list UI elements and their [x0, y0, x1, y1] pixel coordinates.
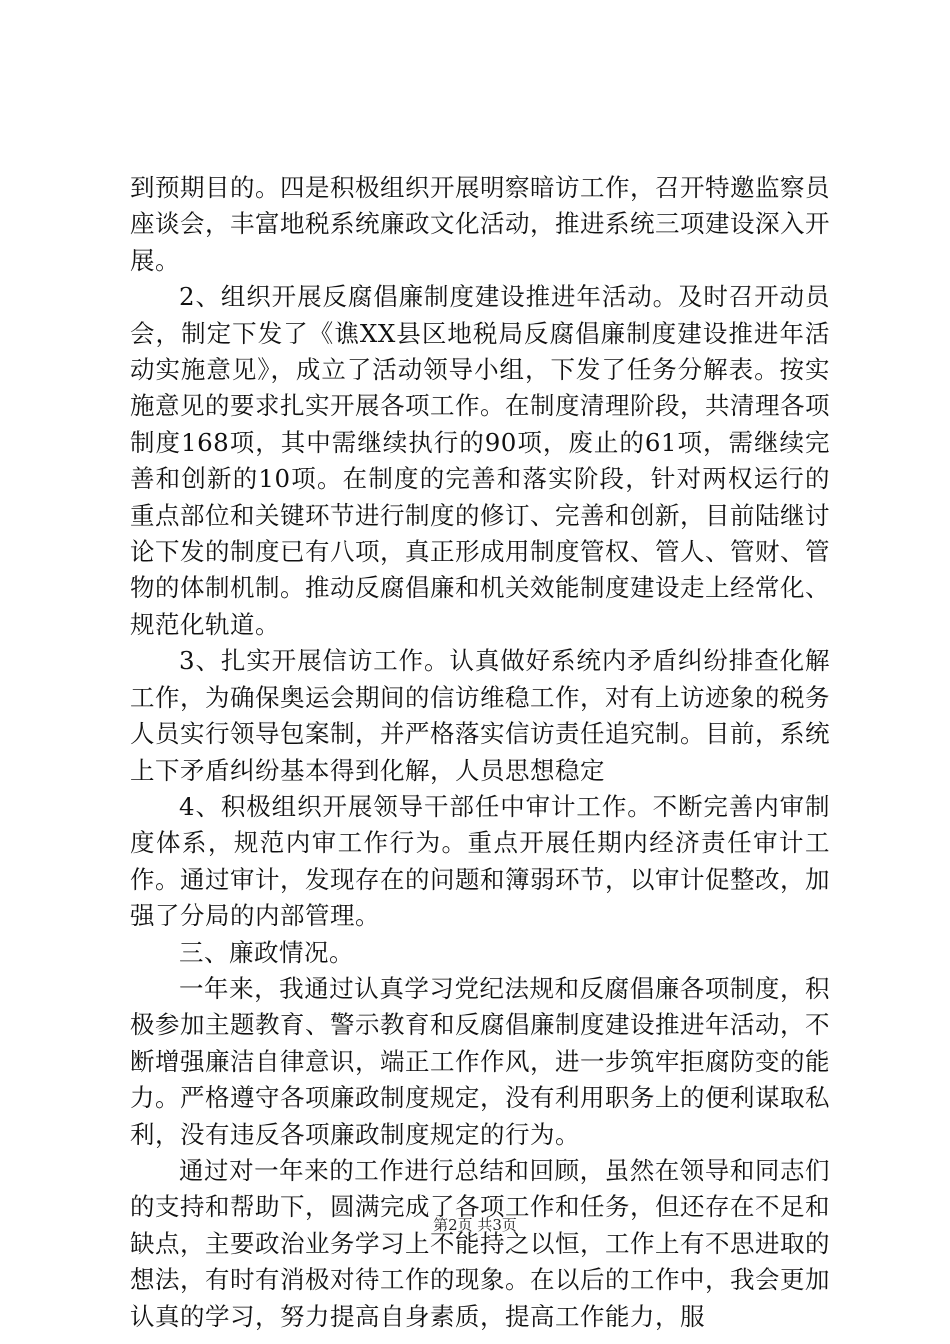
document-body	[130, 170, 830, 1335]
section-heading-integrity: 三、廉政情况。	[179, 937, 354, 967]
page-number-footer: 第2页 共3页	[433, 1216, 517, 1234]
paragraph-item-3: 3、扎实开展信访工作。认真做好系统内矛盾纠纷排查化解工作，为确保奥运会期间的信访维稳工作，对有上访迹象的税务人员实行领导包案制，并严格落实信访责任追究制。目前，系统上下矛盾纠纷基本得到化解，人员思想稳定	[130, 646, 830, 785]
paragraph-item-4: 4、积极组织开展领导干部任中审计工作。不断完善内审制度体系，规范内审工作行为。重点开展任期内经济责任审计工作。通过审计，发现存在的问题和簿弱环节，以审计促整改，加强了分局的内部管理。	[130, 791, 830, 931]
paragraph-continuation: 到预期目的。四是积极组织开展明察暗访工作，召开特邀监察员座谈会，丰富地税系统廉政文化活动，推进系统三项建设深入开展。	[130, 173, 830, 275]
paragraph-item-2: 2、组织开展反腐倡廉制度建设推进年活动。及时召开动员会，制定下发了《谯XX县区地税局反腐倡廉制度建设推进年活动实施意见》，成立了活动领导小组，下发了任务分解表。按实施意见的要求扎实开展各项工作。在制度清理阶段，共清理各项制度168项，其中需继续执行的90项，废止的61项，需继续完善和创新的10项。在制度的完善和落实阶段，针对两权运行的重点部位和关键环节进行制度的修订、完善和创新，目前陆继讨论下发的制度已有八项，真正形成用制度管权、管人、管财、管物的体制机制。推动反腐倡廉和机关效能制度建设走上经常化、规范化轨道。	[130, 282, 830, 639]
paragraph-summary: 通过对一年来的工作进行总结和回顾，虽然在领导和同志们的支持和帮助下，圆满完成了各项工作和任务，但还存在不足和缺点，主要政治业务学习上不能持之以恒，工作上有不思进取的想法，有时有消极对待工作的现象。在以后的工作中，我会更加认真的学习，努力提高自身素质，提高工作能力，服	[130, 1155, 830, 1331]
paragraph-integrity: 一年来，我通过认真学习党纪法规和反腐倡廉各项制度，积极参加主题教育、警示教育和反腐倡廉制度建设推进年活动，不断增强廉洁自律意识，端正工作作风，进一步筑牢拒腐防变的能力。严格遵守各项廉政制度规定，没有利用职务上的便利谋取私利，没有违反各项廉政制度规定的行为。	[130, 973, 830, 1149]
